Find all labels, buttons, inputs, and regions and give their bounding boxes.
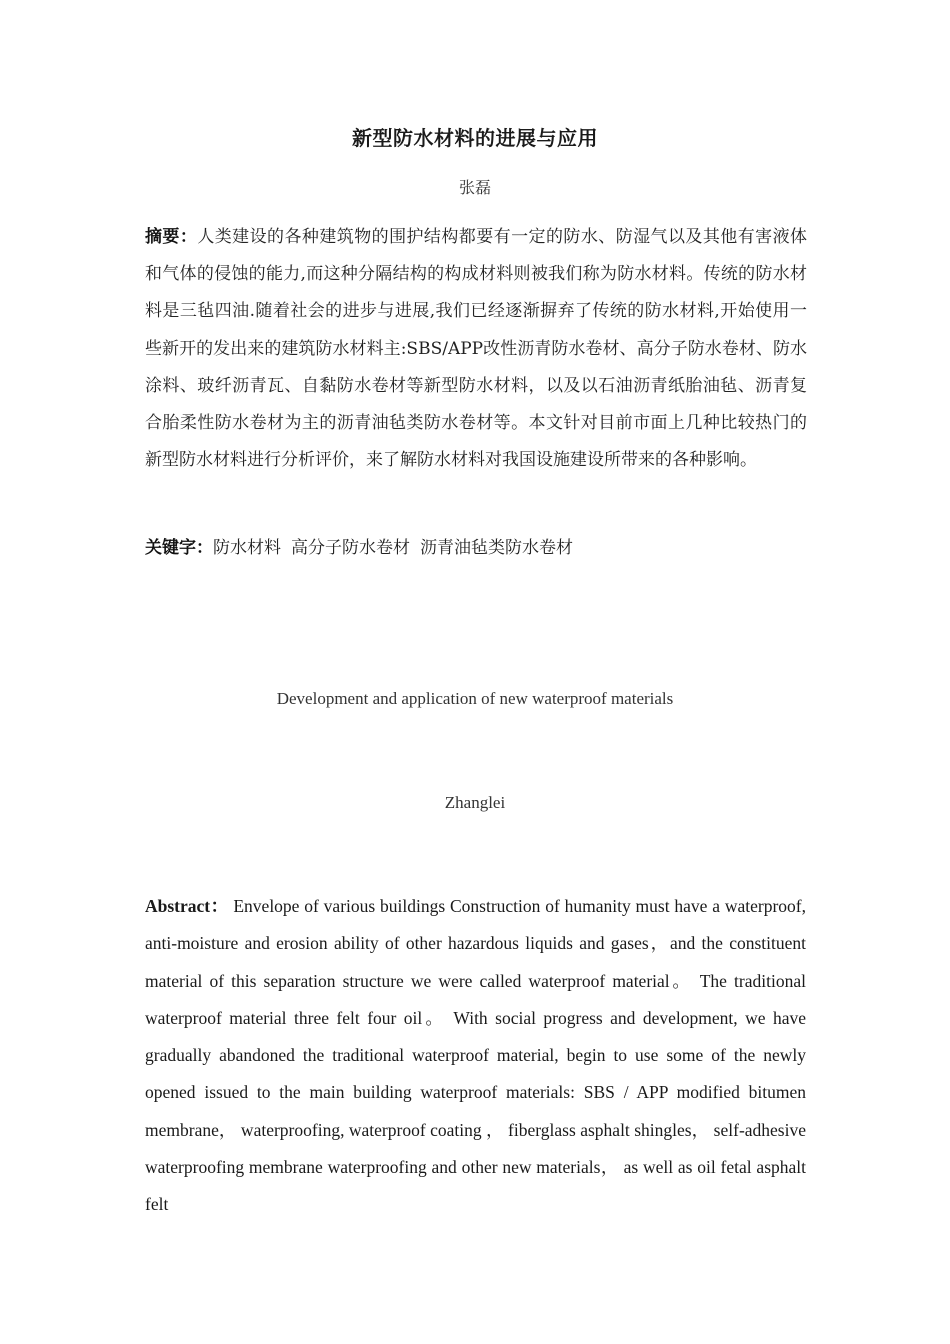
abstract-en-text: Envelope of various buildings Construction of humanity must have a waterproof, anti-moisture and erosion ability of other hazardous liquids and gases，and the constituent material of this separation structure we were called waterproof material。 The traditional waterproof material three felt four oil。 With social progress and development, we have gradually abandoned the traditional waterproof material, begin to use some of the newly opened issued to the main building waterproof materials: SBS / APP modified bitumen membrane， waterproofing, waterproof coating ， fiberglass asphalt shingles， self-adhesive waterproofing membrane waterproofing and other new materials， as well as oil fetal asphalt felt — [145, 896, 807, 1215]
keyword-item: 防水材料 — [213, 538, 281, 558]
abstract-en-label: Abstract： — [145, 896, 229, 916]
paper-title-en: Development and application of new waterproof materials — [276, 689, 674, 708]
keyword-item: 高分子防水卷材 — [291, 538, 410, 558]
abstract-cn — [145, 219, 807, 479]
paper-title-cn: 新型防水材料的进展与应用 — [352, 126, 598, 150]
keyword-item: 沥青油毡类防水卷材 — [420, 538, 573, 558]
author-name-cn: 张磊 — [458, 178, 491, 197]
keywords-cn-label: 关键字： — [145, 538, 213, 558]
abstract-en — [145, 888, 806, 1224]
keywords-cn — [145, 530, 807, 567]
abstract-cn-text: 人类建设的各种建筑物的围护结构都要有一定的防水、防湿气以及其他有害液体和气体的侵蚀的能力,而这种分隔结构的构成材料则被我们称为防水材料。传统的防水材料是三毡四油.随着社会的进步与进展,我们已经逐渐摒弃了传统的防水材料,开始使用一些新开的发出来的建筑防水材料主:SBS/APP改性沥青防水卷材、高分子防水卷材、防水涂料、玻纤沥青瓦、自黏防水卷材等新型防水材料，以及以石油沥青纸胎油毡、沥青复合胎柔性防水卷材为主的沥青油毡类防水卷材等。本文针对目前市面上几种比较热门的新型防水材料进行分析评价，来了解防水材料对我国设施建设所带来的各种影响。 — [145, 227, 808, 471]
author-name-en: Zhanglei — [444, 793, 506, 812]
abstract-cn-label: 摘要： — [145, 227, 198, 247]
